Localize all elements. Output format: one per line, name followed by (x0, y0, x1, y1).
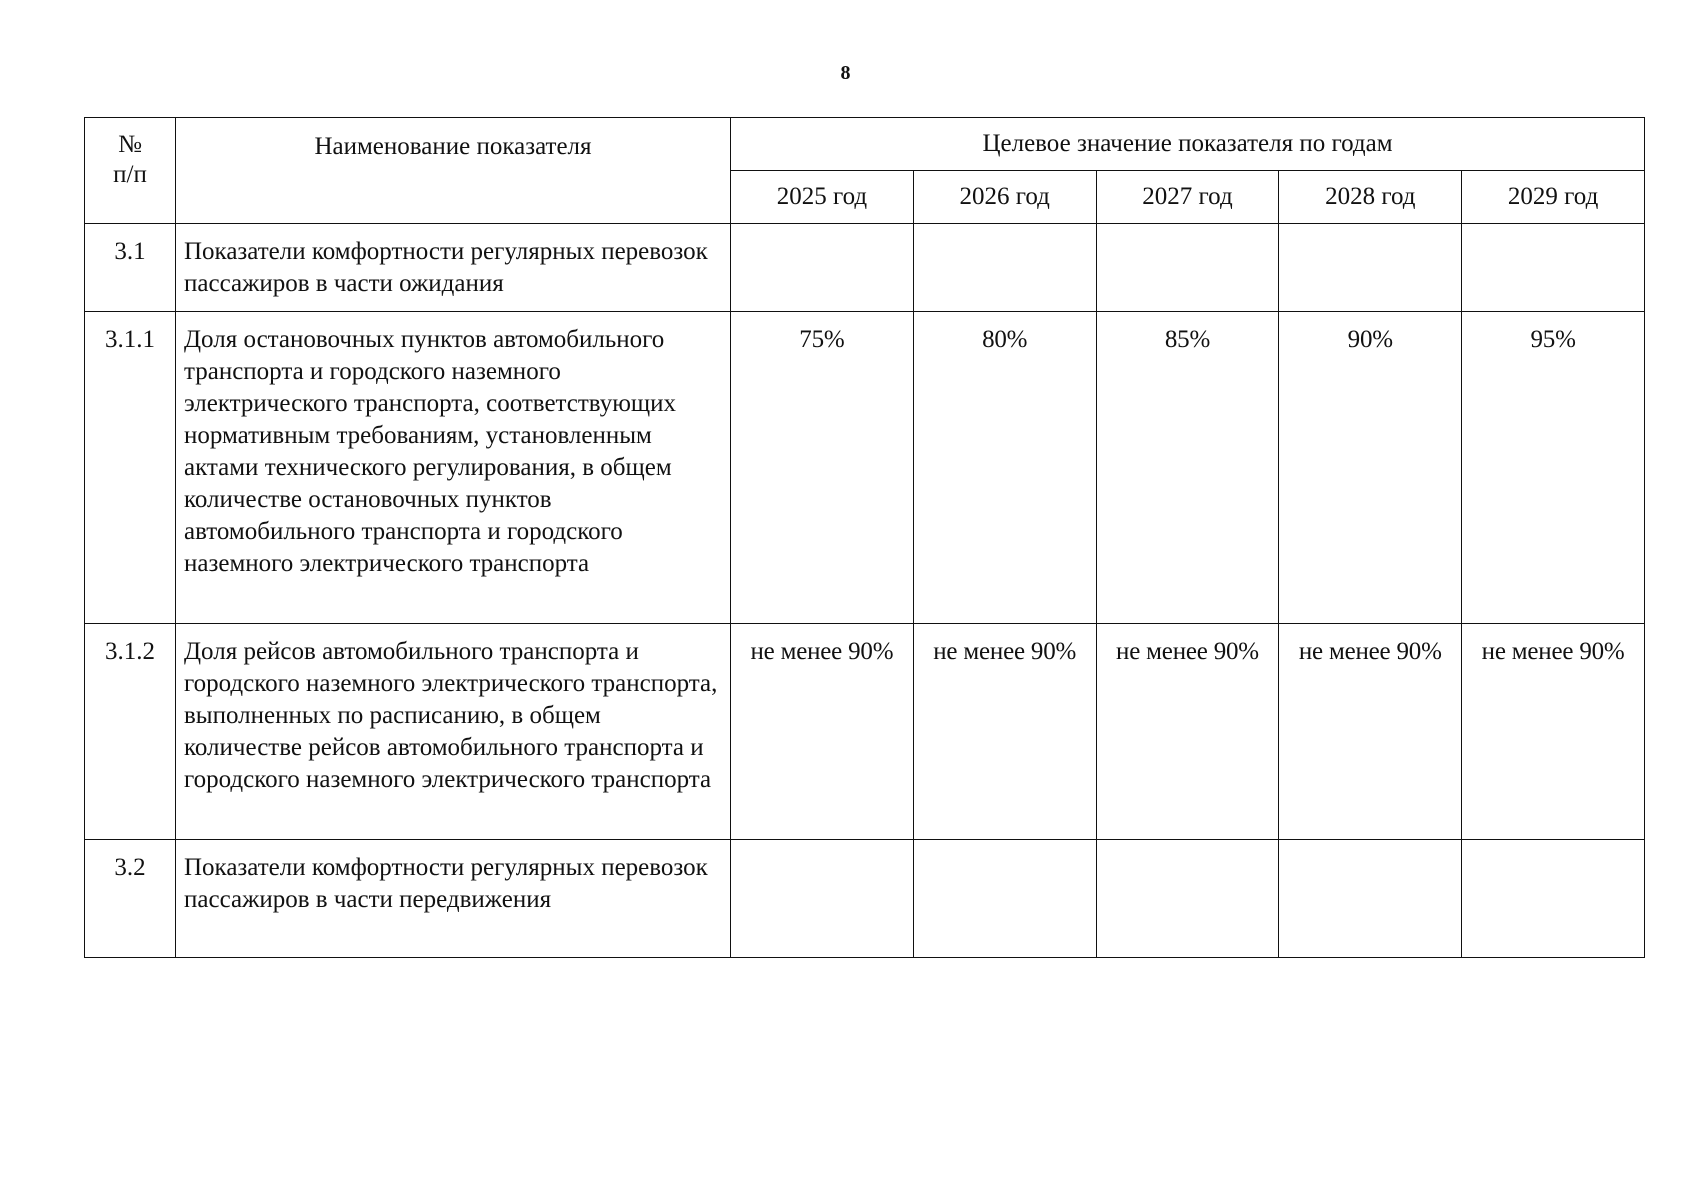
table-header-row (85, 118, 1645, 171)
row-indicator-name: Показатели комфортности регулярных перевозок пассажиров в части ожидания (176, 224, 731, 312)
row-value (1462, 840, 1645, 958)
row-value: 95% (1462, 312, 1645, 624)
row-value (731, 224, 914, 312)
header-year: 2028 год (1279, 171, 1462, 224)
row-value (1096, 840, 1279, 958)
row-value (1462, 224, 1645, 312)
header-target-values: Целевое значение показателя по годам (731, 118, 1645, 171)
row-indicator-name: Доля рейсов автомобильного транспорта и городского наземного электрического транспорта, выполненных по расписанию, в общем количестве рейсов автомобильного транспорта и городского наземного электрического транспорта (176, 624, 731, 840)
header-year: 2027 год (1096, 171, 1279, 224)
row-value: не менее 90% (731, 624, 914, 840)
row-value (1279, 224, 1462, 312)
row-number: 3.1 (85, 224, 176, 312)
header-year: 2029 год (1462, 171, 1645, 224)
table-row (85, 312, 1645, 624)
indicators-table (84, 117, 1645, 958)
header-year: 2026 год (913, 171, 1096, 224)
header-indicator-name: Наименование показателя (176, 118, 731, 224)
row-value (913, 840, 1096, 958)
row-indicator-name: Показатели комфортности регулярных перевозок пассажиров в части передвижения (176, 840, 731, 958)
row-value: 75% (731, 312, 914, 624)
table-row (85, 224, 1645, 312)
row-value: 80% (913, 312, 1096, 624)
row-number: 3.1.2 (85, 624, 176, 840)
row-value: не менее 90% (913, 624, 1096, 840)
row-number: 3.1.1 (85, 312, 176, 624)
page-number: 8 (840, 62, 851, 84)
row-value: не менее 90% (1279, 624, 1462, 840)
row-value (731, 840, 914, 958)
row-indicator-name: Доля остановочных пунктов автомобильного транспорта и городского наземного электрического транспорта, соответствующих нормативным требованиям, установленным актами технического регулирования, в общем количестве остановочных пунктов автомобильного транспорта и городского наземного электрического транспорта (176, 312, 731, 624)
header-number-label: № п/п (113, 131, 147, 188)
row-value: 90% (1279, 312, 1462, 624)
row-value (913, 224, 1096, 312)
table-row (85, 624, 1645, 840)
header-year: 2025 год (731, 171, 914, 224)
row-value: 85% (1096, 312, 1279, 624)
row-value: не менее 90% (1096, 624, 1279, 840)
row-number: 3.2 (85, 840, 176, 958)
header-number (85, 118, 176, 224)
row-value (1096, 224, 1279, 312)
row-value (1279, 840, 1462, 958)
table-row (85, 840, 1645, 958)
row-value: не менее 90% (1462, 624, 1645, 840)
